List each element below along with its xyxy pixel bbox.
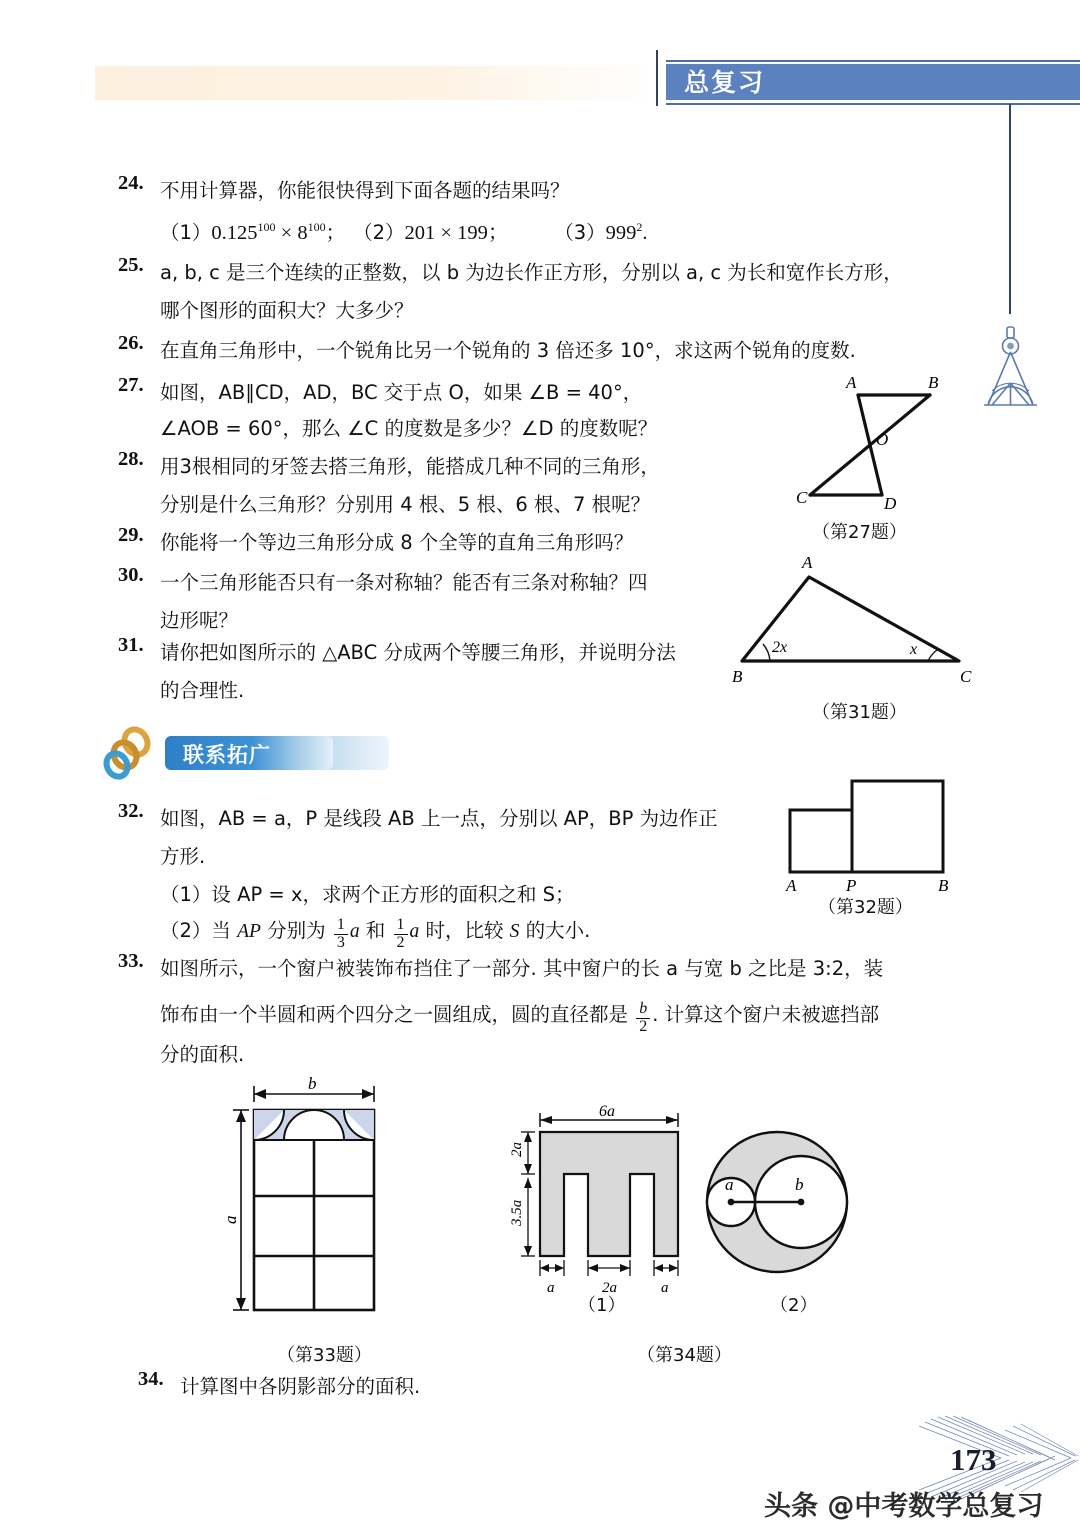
- page-title: 总复习: [684, 68, 766, 97]
- problem-30-line-2: 边形呢？: [160, 609, 239, 632]
- problem-number-31: 31.: [118, 634, 144, 656]
- figure-31-caption: （第31题）: [812, 702, 907, 723]
- figure-34-leg-left: a: [547, 1280, 555, 1296]
- figure-34-leg-mid: 2a: [602, 1280, 617, 1296]
- header-bottom-rule: [666, 103, 1080, 105]
- section-badge-linked-expansion: [103, 728, 403, 780]
- figure-33-caption: （第33题）: [277, 1345, 372, 1366]
- figure-27-label-O: O: [876, 430, 889, 449]
- figure-31-angle-C: x: [910, 641, 918, 658]
- problem-32-line-4: （2）当 AP 分别为 $\frac{1}{3}$ a 和 $\frac{1}{2}$ a 时，比较 S 的大小.: [160, 916, 591, 951]
- problem-24-item-1: $(1)0.125^{100} \times 8^{100}$；: [160, 220, 346, 244]
- figure-34-part-1-label: （1）: [578, 1295, 626, 1316]
- figure-31-label-B: B: [732, 667, 743, 686]
- problem-25-line-1: a, b, c 是三个连续的正整数，以 b 为边长作正方形，分别以 a, c 为长和宽作长方形，: [160, 261, 903, 284]
- problem-number-26: 26.: [118, 332, 144, 354]
- figure-32-caption: （第32题）: [818, 897, 913, 918]
- figure-33-label-b: b: [308, 1074, 317, 1093]
- problem-27-line-2: ∠AOB = 60°，那么 ∠C 的度数是多少？∠D 的度数呢？: [160, 417, 658, 440]
- problem-32-line-1: 如图，AB = a，P 是线段 AB 上一点，分别以 AP，BP 为边作正: [160, 807, 718, 830]
- fraction-one-half: $\frac{1}{2}$: [394, 917, 408, 952]
- header-vertical-rule: [656, 50, 658, 106]
- problem-number-33: 33.: [118, 950, 144, 972]
- problem-26-line-1: 在直角三角形中，一个锐角比另一个锐角的 3 倍还多 10°，求这两个锐角的度数.: [160, 339, 856, 362]
- problem-28-line-2: 分别是什么三角形？分别用 4 根、5 根、6 根、7 根呢？: [160, 493, 651, 516]
- figure-32-label-B: B: [938, 876, 949, 895]
- problem-28-line-1: 用3根相同的牙签去搭三角形，能搭成几种不同的三角形，: [160, 455, 660, 478]
- problem-24-line-1: 不用计算器，你能很快得到下面各题的结果吗？: [160, 179, 570, 202]
- problem-33-line-3: 分的面积.: [160, 1043, 245, 1066]
- figure-27-caption: （第27题）: [812, 522, 907, 543]
- figure-34-dim-6a: 6a: [599, 1103, 615, 1120]
- figure-32-label-A: A: [786, 876, 797, 895]
- problem-31-line-2: 的合理性.: [160, 679, 245, 702]
- problem-number-28: 28.: [118, 448, 144, 470]
- figure-34-circle-a: a: [725, 1175, 734, 1194]
- figure-27-label-B: B: [928, 373, 939, 392]
- problem-24-item-3: $(3)999^2$.: [554, 220, 648, 244]
- figure-27: [796, 372, 990, 513]
- figure-34-part-2-label: （2）: [770, 1295, 818, 1316]
- problem-24-items: [160, 208, 880, 252]
- problem-33-line-2: 饰布由一个半圆和两个四分之一圆组成，圆的直径都是 $\frac{b}{2}$ . 计算这个窗户未被遮挡部: [160, 1000, 880, 1035]
- figure-31-label-C: C: [960, 667, 972, 686]
- problem-33-line-1: 如图所示，一个窗户被装饰布挡住了一部分. 其中窗户的长 a 与宽 b 之比是 3:2，装: [160, 957, 884, 980]
- problem-number-34: 34.: [138, 1368, 164, 1390]
- problem-number-32: 32.: [118, 800, 144, 822]
- figure-34-dim-3-5a: 3.5a: [509, 1199, 525, 1226]
- figure-31-label-A: A: [802, 553, 813, 572]
- chain-link-icon: [103, 728, 161, 778]
- figure-31: [728, 553, 978, 686]
- problem-number-25: 25.: [118, 254, 144, 276]
- problem-31-line-1: 请你把如图所示的 △ABC 分成两个等腰三角形，并说明分法: [160, 641, 676, 664]
- footer-watermark: 头条 @中考数学总复习: [764, 1491, 1044, 1522]
- figure-34-leg-right: a: [661, 1280, 669, 1296]
- problem-number-29: 29.: [118, 524, 144, 546]
- figure-34-part-2: [705, 1128, 865, 1288]
- badge-label: 联系拓广: [183, 743, 271, 767]
- fraction-b-over-2: $\frac{b}{2}$: [636, 1001, 650, 1036]
- figure-34-part-1: [509, 1103, 692, 1308]
- header-top-rule: [666, 60, 1080, 62]
- figure-27-label-C: C: [796, 488, 808, 507]
- figure-32: [782, 772, 972, 897]
- problem-29-line-1: 你能将一个等边三角形分成 8 个全等的直角三角形吗？: [160, 531, 634, 554]
- problem-number-24: 24.: [118, 172, 144, 194]
- figure-33: [221, 1074, 404, 1326]
- problem-32-line-2: 方形.: [160, 845, 206, 868]
- header-decoration-band: [95, 66, 655, 100]
- figure-32-label-P: P: [846, 876, 857, 895]
- page-number: 173: [950, 1442, 997, 1477]
- figure-34-circle-b: b: [795, 1175, 804, 1194]
- problem-27-line-1: 如图，AB∥CD，AD，BC 交于点 O，如果 ∠B = 40°，: [160, 381, 643, 404]
- figure-34-dim-2a: 2a: [509, 1142, 525, 1157]
- figure-27-label-D: D: [884, 494, 897, 513]
- problem-32-line-3: （1）设 AP = x，求两个正方形的面积之和 S；: [160, 883, 575, 906]
- problem-number-30: 30.: [118, 564, 144, 586]
- figure-33-label-a: a: [221, 1215, 240, 1224]
- figure-31-angle-B: 2x: [772, 639, 788, 656]
- problem-30-line-1: 一个三角形能否只有一条对称轴？能否有三条对称轴？四: [160, 571, 648, 594]
- side-vertical-rule: [1009, 104, 1011, 314]
- problem-number-27: 27.: [118, 374, 144, 396]
- problem-34-line-1: 计算图中各阴影部分的面积.: [180, 1375, 421, 1398]
- problem-24-item-2: （2）201 × 199；: [353, 220, 509, 244]
- problem-25-line-2: 哪个图形的面积大？大多少？: [160, 299, 414, 322]
- fraction-one-third: $\frac{1}{3}$: [334, 917, 348, 952]
- figure-27-label-A: A: [846, 373, 857, 392]
- figure-34-caption: （第34题）: [637, 1345, 732, 1366]
